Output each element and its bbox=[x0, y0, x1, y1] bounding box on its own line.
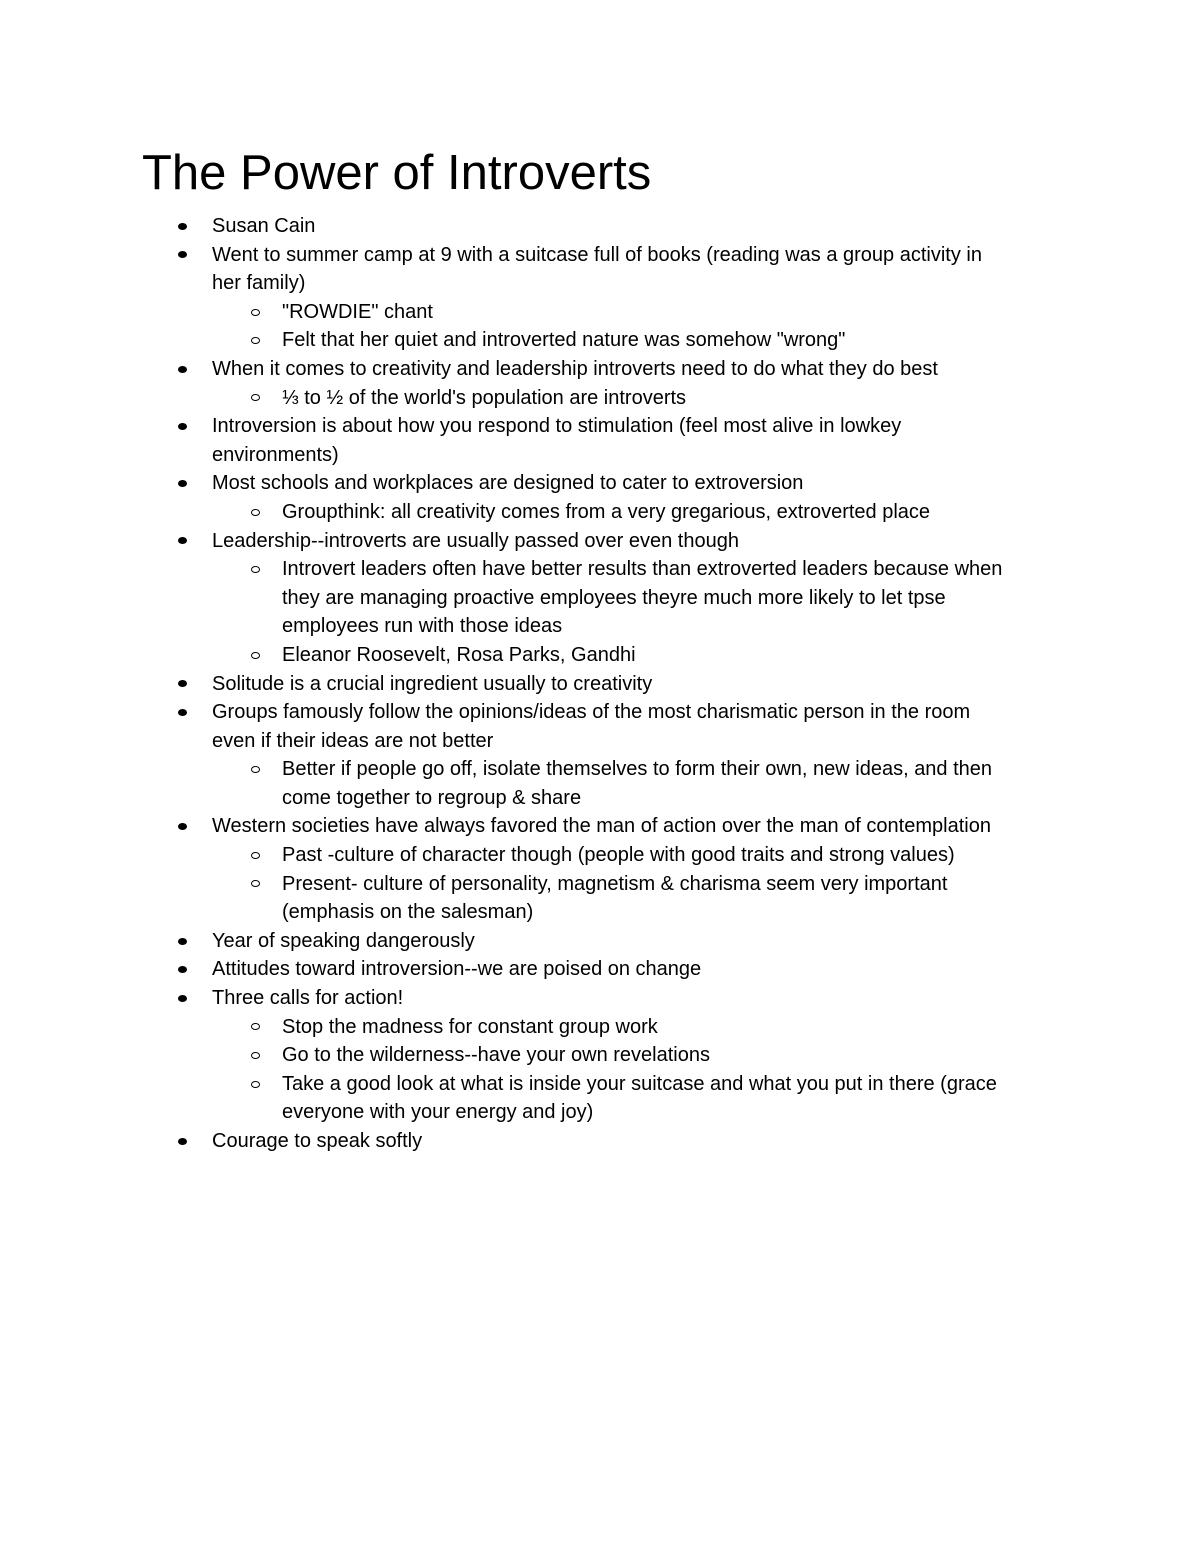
line-text: Courage to speak softly bbox=[212, 1130, 423, 1152]
sub-bullet-item bbox=[0, 755, 1200, 784]
line-text: Better if people go off, isolate themselves to form their own, new ideas, and then bbox=[282, 758, 993, 781]
circle-mark bbox=[251, 566, 260, 573]
notes-list bbox=[0, 212, 1200, 1156]
wrapped-line bbox=[0, 784, 1200, 813]
line-text: Three calls for action! bbox=[212, 987, 404, 1010]
line-text: Introvert leaders often have better results than extroverted leaders because when bbox=[282, 558, 1003, 581]
document-title: The Power of Introverts bbox=[142, 146, 652, 200]
sub-bullet-item bbox=[0, 1070, 1200, 1099]
sub-bullet-item bbox=[0, 555, 1200, 584]
circle-mark bbox=[251, 337, 260, 344]
line-text: Groupthink: all creativity comes from a very gregarious, extroverted place bbox=[282, 500, 931, 523]
sub-bullet-item bbox=[0, 870, 1200, 899]
line-text: Went to summer camp at 9 with a suitcase full of books (reading was a group activity in bbox=[212, 243, 982, 266]
disc-mark bbox=[178, 366, 187, 373]
bullet-item bbox=[0, 984, 1200, 1013]
wrapped-line bbox=[0, 1098, 1200, 1127]
bullet-item bbox=[0, 698, 1200, 727]
disc-mark bbox=[178, 823, 187, 830]
sub-bullet-item bbox=[0, 1041, 1200, 1070]
wrapped-line bbox=[0, 269, 1200, 298]
circle-mark bbox=[251, 394, 260, 401]
wrapped-line bbox=[0, 898, 1200, 927]
line-text: everyone with your energy and joy) bbox=[282, 1101, 594, 1124]
circle-bullet-icon bbox=[249, 1070, 261, 1099]
line-text: Year of speaking dangerously bbox=[212, 929, 475, 952]
disc-bullet-icon bbox=[176, 527, 188, 556]
bullet-item bbox=[0, 1127, 1200, 1156]
disc-mark bbox=[178, 680, 187, 687]
line-text: ⅓ to ½ of the world's population are introverts bbox=[282, 386, 687, 409]
circle-bullet-icon bbox=[249, 870, 261, 899]
disc-bullet-icon bbox=[176, 812, 188, 841]
line-text: Susan Cain bbox=[212, 215, 316, 237]
circle-mark bbox=[251, 1081, 260, 1088]
line-text: Western societies have always favored the man of action over the man of contemplation bbox=[212, 815, 991, 838]
disc-bullet-icon bbox=[176, 355, 188, 384]
line-text: Go to the wilderness--have your own revelations bbox=[282, 1044, 710, 1067]
line-text: employees run with those ideas bbox=[282, 615, 563, 638]
line-text: Leadership--introverts are usually passed over even though bbox=[212, 529, 739, 552]
circle-bullet-icon bbox=[249, 641, 261, 670]
circle-bullet-icon bbox=[249, 841, 261, 870]
bullet-item bbox=[0, 955, 1200, 984]
line-text: Introversion is about how you respond to stimulation (feel most alive in lowkey bbox=[212, 415, 902, 438]
wrapped-line bbox=[0, 584, 1200, 613]
disc-bullet-icon bbox=[176, 241, 188, 270]
line-text: Past -culture of character though (people with good traits and strong values) bbox=[282, 844, 955, 867]
disc-mark bbox=[178, 537, 187, 544]
circle-mark bbox=[251, 880, 260, 887]
line-text: Solitude is a crucial ingredient usually to creativity bbox=[212, 672, 653, 695]
circle-bullet-icon bbox=[249, 1013, 261, 1042]
wrapped-line bbox=[0, 612, 1200, 641]
bullet-item bbox=[0, 469, 1200, 498]
disc-mark bbox=[178, 709, 187, 716]
disc-bullet-icon bbox=[176, 212, 188, 241]
bullet-item bbox=[0, 241, 1200, 270]
circle-mark bbox=[251, 309, 260, 316]
disc-mark bbox=[178, 1138, 187, 1145]
sub-bullet-item bbox=[0, 841, 1200, 870]
line-text: Felt that her quiet and introverted nature was somehow "wrong" bbox=[282, 329, 846, 352]
line-text: Stop the madness for constant group work bbox=[282, 1015, 658, 1038]
disc-mark bbox=[178, 966, 187, 973]
sub-bullet-item bbox=[0, 326, 1200, 355]
bullet-item bbox=[0, 927, 1200, 956]
line-text: Groups famously follow the opinions/ideas of the most charismatic person in the room bbox=[212, 701, 971, 724]
line-text: her family) bbox=[212, 272, 306, 295]
circle-mark bbox=[251, 852, 260, 859]
line-text: even if their ideas are not better bbox=[212, 729, 494, 752]
disc-bullet-icon bbox=[176, 1127, 188, 1156]
disc-mark bbox=[178, 480, 187, 487]
bullet-item bbox=[0, 412, 1200, 441]
circle-bullet-icon bbox=[249, 1041, 261, 1070]
disc-mark bbox=[178, 995, 187, 1002]
disc-mark bbox=[178, 423, 187, 430]
bullet-item bbox=[0, 670, 1200, 699]
line-text: they are managing proactive employees theyre much more likely to let tpse bbox=[282, 586, 946, 609]
disc-bullet-icon bbox=[176, 469, 188, 498]
circle-mark bbox=[251, 766, 260, 773]
circle-bullet-icon bbox=[249, 498, 261, 527]
line-text: When it comes to creativity and leadership introverts need to do what they do best bbox=[212, 357, 938, 380]
line-text: Take a good look at what is inside your suitcase and what you put in there (grace bbox=[282, 1072, 997, 1095]
line-text: Eleanor Roosevelt, Rosa Parks, Gandhi bbox=[282, 643, 636, 666]
circle-mark bbox=[251, 1052, 260, 1059]
circle-mark bbox=[251, 509, 260, 516]
sub-bullet-item bbox=[0, 641, 1200, 670]
sub-bullet-item bbox=[0, 384, 1200, 413]
sub-bullet-item bbox=[0, 498, 1200, 527]
circle-bullet-icon bbox=[249, 384, 261, 413]
disc-bullet-icon bbox=[176, 670, 188, 699]
disc-mark bbox=[178, 938, 187, 945]
circle-bullet-icon bbox=[249, 555, 261, 584]
circle-bullet-icon bbox=[249, 298, 261, 327]
circle-mark bbox=[251, 652, 260, 659]
line-text: Attitudes toward introversion--we are poised on change bbox=[212, 958, 702, 981]
sub-bullet-item bbox=[0, 298, 1200, 327]
line-text: environments) bbox=[212, 443, 339, 466]
circle-mark bbox=[251, 1023, 260, 1030]
line-text: (emphasis on the salesman) bbox=[282, 901, 534, 924]
sub-bullet-item bbox=[0, 1013, 1200, 1042]
bullet-item bbox=[0, 527, 1200, 556]
bullet-item bbox=[0, 212, 1200, 241]
line-text: Most schools and workplaces are designed to cater to extroversion bbox=[212, 472, 804, 495]
disc-mark bbox=[178, 223, 187, 230]
line-text: "ROWDIE" chant bbox=[282, 300, 433, 323]
wrapped-line bbox=[0, 727, 1200, 756]
disc-bullet-icon bbox=[176, 955, 188, 984]
line-text: Present- culture of personality, magnetism & charisma seem very important bbox=[282, 872, 948, 895]
line-text: come together to regroup & share bbox=[282, 786, 582, 809]
disc-bullet-icon bbox=[176, 698, 188, 727]
circle-bullet-icon bbox=[249, 326, 261, 355]
bullet-item bbox=[0, 355, 1200, 384]
wrapped-line bbox=[0, 441, 1200, 470]
disc-mark bbox=[178, 251, 187, 258]
disc-bullet-icon bbox=[176, 984, 188, 1013]
disc-bullet-icon bbox=[176, 412, 188, 441]
circle-bullet-icon bbox=[249, 755, 261, 784]
disc-bullet-icon bbox=[176, 927, 188, 956]
bullet-item bbox=[0, 812, 1200, 841]
